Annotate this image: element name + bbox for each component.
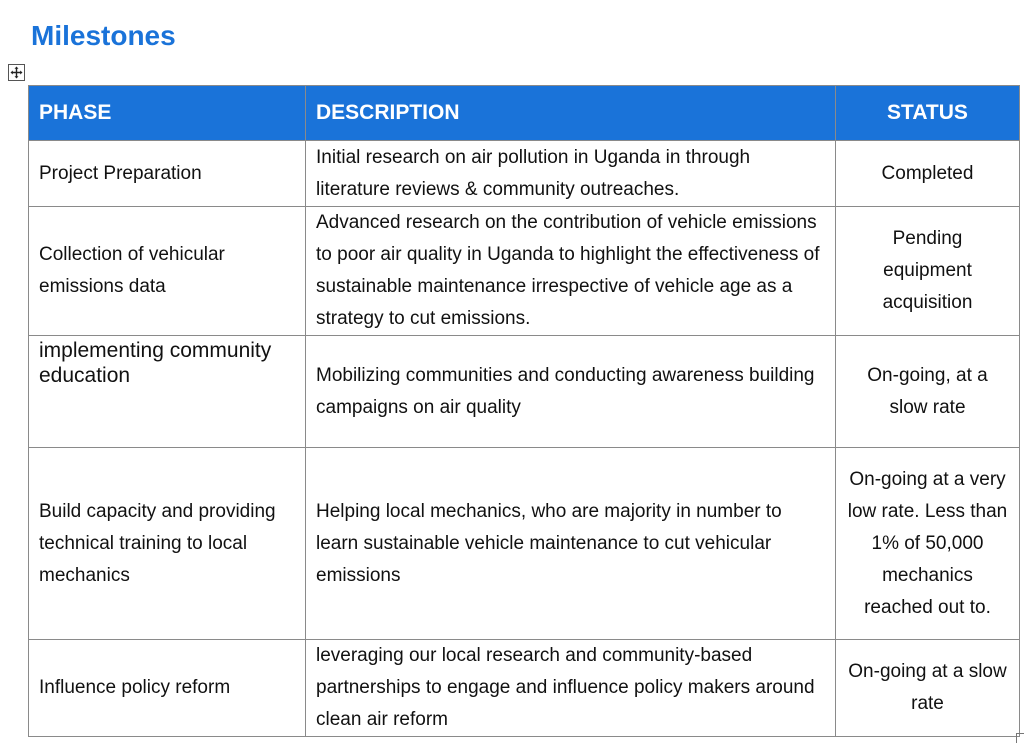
table-row [29, 448, 1020, 640]
table-row [29, 141, 1020, 207]
page-title: Milestones [31, 20, 176, 51]
move-arrows-icon [10, 66, 23, 79]
phase-cell[interactable]: Project Preparation [29, 141, 306, 207]
table-row [29, 207, 1020, 336]
header-description: DESCRIPTION [306, 86, 836, 141]
phase-cell[interactable]: implementing community education [29, 336, 306, 448]
status-cell[interactable]: On-going, at a slow rate [836, 336, 1020, 448]
description-cell[interactable]: Advanced research on the contribution of vehicle emissions to poor air quality in Uganda to highlight the effectiveness of sustainable maintenance irrespective of vehicle age as a strategy to cut emissions. [306, 207, 836, 336]
header-status: STATUS [836, 86, 1020, 141]
status-cell[interactable]: On-going at a very low rate. Less than 1% of 50,000 mechanics reached out to. [836, 448, 1020, 640]
description-cell[interactable]: Helping local mechanics, who are majority in number to learn sustainable vehicle maintenance to cut vehicular emissions [306, 448, 836, 640]
status-cell[interactable]: On-going at a slow rate [836, 640, 1020, 737]
header-phase: PHASE [29, 86, 306, 141]
phase-cell[interactable]: Influence policy reform [29, 640, 306, 737]
description-cell[interactable]: leveraging our local research and community-based partnerships to engage and influence policy makers around clean air reform [306, 640, 836, 737]
milestones-table [28, 85, 1020, 737]
table-row [29, 640, 1020, 737]
status-cell[interactable]: Completed [836, 141, 1020, 207]
description-cell[interactable]: Mobilizing communities and conducting awareness building campaigns on air quality [306, 336, 836, 448]
table-move-handle[interactable] [8, 64, 25, 81]
description-cell[interactable]: Initial research on air pollution in Uganda in through literature reviews & community outreaches. [306, 141, 836, 207]
status-cell[interactable]: Pending equipment acquisition [836, 207, 1020, 336]
phase-cell[interactable]: Build capacity and providing technical training to local mechanics [29, 448, 306, 640]
table-header-row [29, 86, 1020, 141]
phase-cell[interactable]: Collection of vehicular emissions data [29, 207, 306, 336]
table-row [29, 336, 1020, 448]
